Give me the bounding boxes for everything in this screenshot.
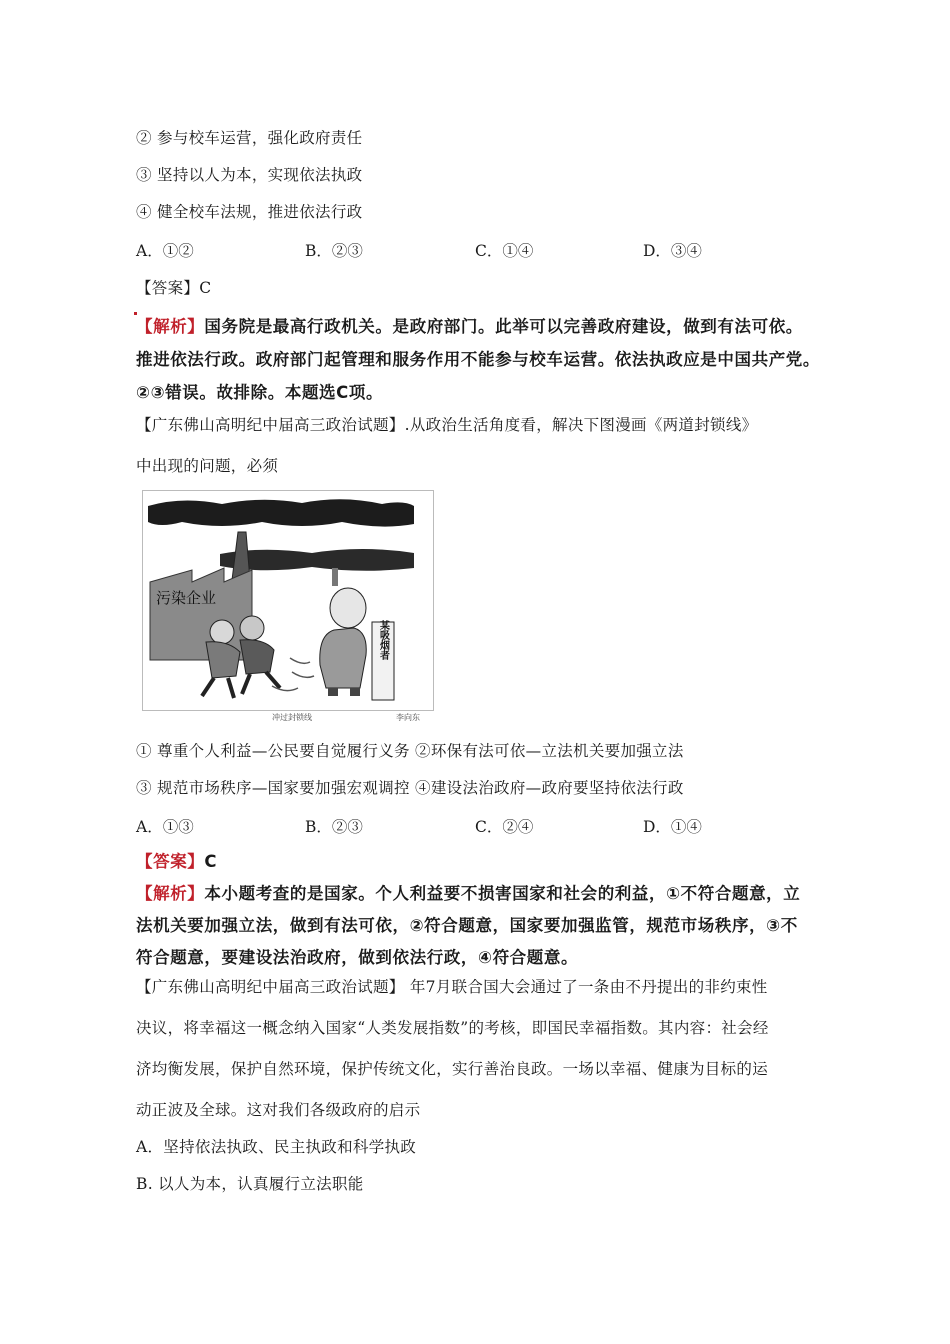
analysis-text: 本小题考查的是国家。个人利益要不损害国家和社会的利益，①不符合题意，立 xyxy=(204,884,801,903)
smoker-label: 某吸烟者 xyxy=(377,620,389,660)
answer-value: C xyxy=(204,852,218,871)
q1-analysis-line-1 xyxy=(136,313,803,337)
q1-option-c: C．①④ xyxy=(475,242,534,260)
cartoon-author: 李向东 xyxy=(396,713,420,722)
q3-option-a: A．坚持依法执政、民主执政和科学执政 xyxy=(136,1138,417,1156)
q2-analysis-line-3: 符合题意，要建设法治政府，做到依法行政，④符合题意。 xyxy=(136,948,579,967)
q3-option-b: B. 以人为本，认真履行立法职能 xyxy=(136,1175,364,1193)
analysis-tag: 【解析】 xyxy=(136,884,205,903)
answer-tag: 【答案】 xyxy=(136,279,200,297)
q2-analysis-line-1 xyxy=(136,880,800,904)
q2-option-c: C．②④ xyxy=(475,818,534,836)
q3-stem-line-4: 动正波及全球。这对我们各级政府的启示 xyxy=(136,1101,421,1119)
q1-answer xyxy=(136,276,211,298)
answer-tag: 【答案】 xyxy=(136,852,205,871)
q1-item-2: ② 参与校车运营，强化政府责任 xyxy=(136,129,363,147)
factory-label: 污染企业 xyxy=(156,589,217,607)
q2-option-b: B．②③ xyxy=(305,818,363,836)
q1-analysis-line-2: 推进依法行政。政府部门起管理和服务作用不能参与校车运营。依法执政应是中国共产党。 xyxy=(136,350,820,369)
q2-stem-line-2: 中出现的问题，必须 xyxy=(136,457,279,475)
q2-option-d: D．①④ xyxy=(643,818,702,836)
q3-stem-line-2: 决议，将幸福这一概念纳入国家“人类发展指数”的考核，即国民幸福指数。其内容：社会经 xyxy=(136,1019,769,1037)
analysis-text: 国务院是最高行政机关。是政府部门。此举可以完善政府建设，做到有法可依。 xyxy=(204,317,803,336)
answer-value: C xyxy=(199,279,212,297)
q1-option-d: D．③④ xyxy=(643,242,702,260)
q1-option-a: A．①② xyxy=(136,242,194,260)
q3-stem-line-3: 济均衡发展，保护自然环境，保护传统文化，实行善治良政。一场以幸福、健康为目标的运 xyxy=(136,1060,769,1078)
cigarette xyxy=(332,568,338,586)
q2-items-line-1: ① 尊重个人利益—公民要自觉履行义务 ②环保有法可依—立法机关要加强立法 xyxy=(136,742,684,760)
q1-item-3: ③ 坚持以人为本，实现依法执政 xyxy=(136,166,363,184)
analysis-tag: 【解析】 xyxy=(136,317,205,336)
q3-stem-line-1: 【广东佛山高明纪中届高三政治试题】 年7月联合国大会通过了一条由不丹提出的非约束性 xyxy=(136,978,768,996)
q1-analysis-line-3: ②③错误。故排除。本题选C项。 xyxy=(136,383,384,402)
top-smoke-band xyxy=(148,499,414,526)
q2-stem-line-1: 【广东佛山高明纪中届高三政治试题】.从政治生活角度看，解决下图漫画《两道封锁线》 xyxy=(136,416,758,434)
q2-analysis-line-2: 法机关要加强立法，做到有法可依，②符合题意，国家要加强监管，规范市场秩序，③不 xyxy=(136,916,798,935)
cartoon-caption: 冲过封锁线 xyxy=(272,713,312,722)
q2-items-line-2: ③ 规范市场秩序—国家要加强宏观调控 ④建设法治政府—政府要坚持依法行政 xyxy=(136,779,684,797)
q2-option-a: A．①③ xyxy=(136,818,194,836)
q2-answer xyxy=(136,848,217,872)
q1-item-4: ④ 健全校车法规，推进依法行政 xyxy=(136,203,363,221)
factory-building xyxy=(150,568,252,660)
q1-option-b: B．②③ xyxy=(305,242,363,260)
cartoon-image xyxy=(142,490,434,722)
